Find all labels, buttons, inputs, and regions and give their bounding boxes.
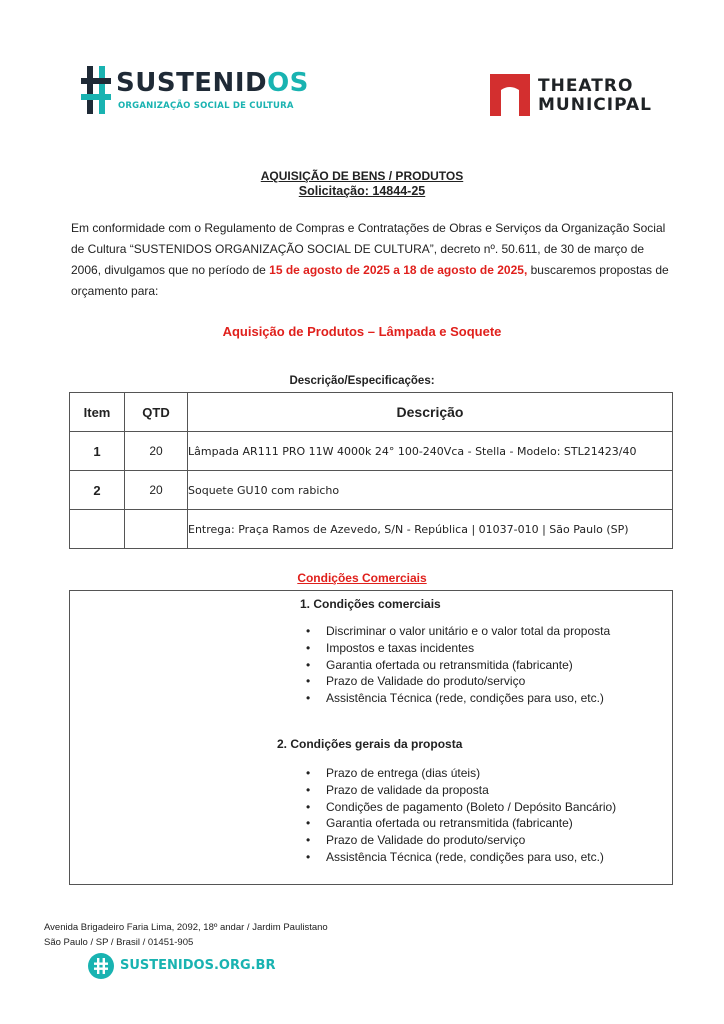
document-title: AQUISIÇÃO DE BENS / PRODUTOS [260,169,464,183]
hashtag-logo-icon [80,64,112,116]
sustenidos-wordmark: SUSTENIDOS [116,68,309,98]
table-header-row [70,393,673,432]
list-item: • Garantia ofertada ou retransmitida (fabricante) [306,657,610,674]
header-item: Item [70,393,125,432]
row-qtd: 20 [125,432,188,471]
row-item: 1 [70,432,125,471]
list-item: • Prazo de validade da proposta [306,782,616,799]
empty-cell [125,510,188,549]
list-item: • Assistência Técnica (rede, condições para uso, etc.) [306,849,616,866]
list-item: • Prazo de Validade do produto/serviço [306,832,616,849]
section2-heading: 2. Condições gerais da proposta [277,737,463,751]
intro-paragraph: Em conformidade com o Regulamento de Compras e Contratações de Obras e Serviços da Organização Social de Cultura “SUSTENIDOS ORGANIZAÇÃO SOCIAL DE CULTURA”, decreto nº. 50.611, de 30 de março de 2006, divulgamos que no período de 15 de agosto de 2025 a 18 de agosto de 2025, buscaremos propostas de orçamento para: [71,221,669,298]
section1-heading: 1. Condições comerciais [300,597,441,611]
list-item: • Prazo de Validade do produto/serviço [306,673,610,690]
row-item: 2 [70,471,125,510]
list-item: • Impostos e taxas incidentes [306,640,610,657]
theatro-arch-icon [490,74,530,116]
row-descricao: Soquete GU10 com rabicho [188,471,673,510]
theatro-line1: THEATRO [538,76,634,96]
table-row [70,471,673,510]
table-row [70,432,673,471]
website-url: SUSTENIDOS.ORG.BR [120,958,276,973]
address-line: São Paulo / SP / Brasil / 01451-905 [44,937,194,948]
conditions-box [69,590,673,885]
sustenidos-subtitle: ORGANIZAÇÃO SOCIAL DE CULTURA [118,101,294,111]
list-item: • Discriminar o valor unitário e o valor total da proposta [306,623,610,640]
hashtag-circle-icon [88,953,114,979]
header-descricao: Descrição [188,393,673,432]
intro-period: 15 de agosto de 2025 a 18 de agosto de 2025, [269,263,528,277]
delivery-row [70,510,673,549]
description-label: Descrição/Especificações: [289,375,435,387]
footer-address [44,920,328,950]
list-item: • Prazo de entrega (dias úteis) [306,765,616,782]
list-item: • Condições de pagamento (Boleto / Depósito Bancário) [306,799,616,816]
empty-cell [70,510,125,549]
delivery-address: Entrega: Praça Ramos de Azevedo, S/N - República | 01037-010 | São Paulo (SP) [188,510,673,549]
items-table [69,392,673,549]
list-item: • Assistência Técnica (rede, condições para uso, etc.) [306,690,610,707]
address-line: Avenida Brigadeiro Faria Lima, 2092, 18º andar / Jardim Paulistano [44,922,328,933]
section2-list [306,765,616,866]
solicitation-number: Solicitação: 14844-25 [298,184,426,198]
row-descricao: Lâmpada AR111 PRO 11W 4000k 24° 100-240Vca - Stella - Modelo: STL21423/40 [188,432,673,471]
conditions-title: Condições Comerciais [297,571,427,585]
header-qtd: QTD [125,393,188,432]
section1-list [306,623,610,707]
list-item: • Garantia ofertada ou retransmitida (fabricante) [306,815,616,832]
theatro-line2: MUNICIPAL [538,95,652,115]
row-qtd: 20 [125,471,188,510]
subject-heading: Aquisição de Produtos – Lâmpada e Soquete [222,324,502,339]
